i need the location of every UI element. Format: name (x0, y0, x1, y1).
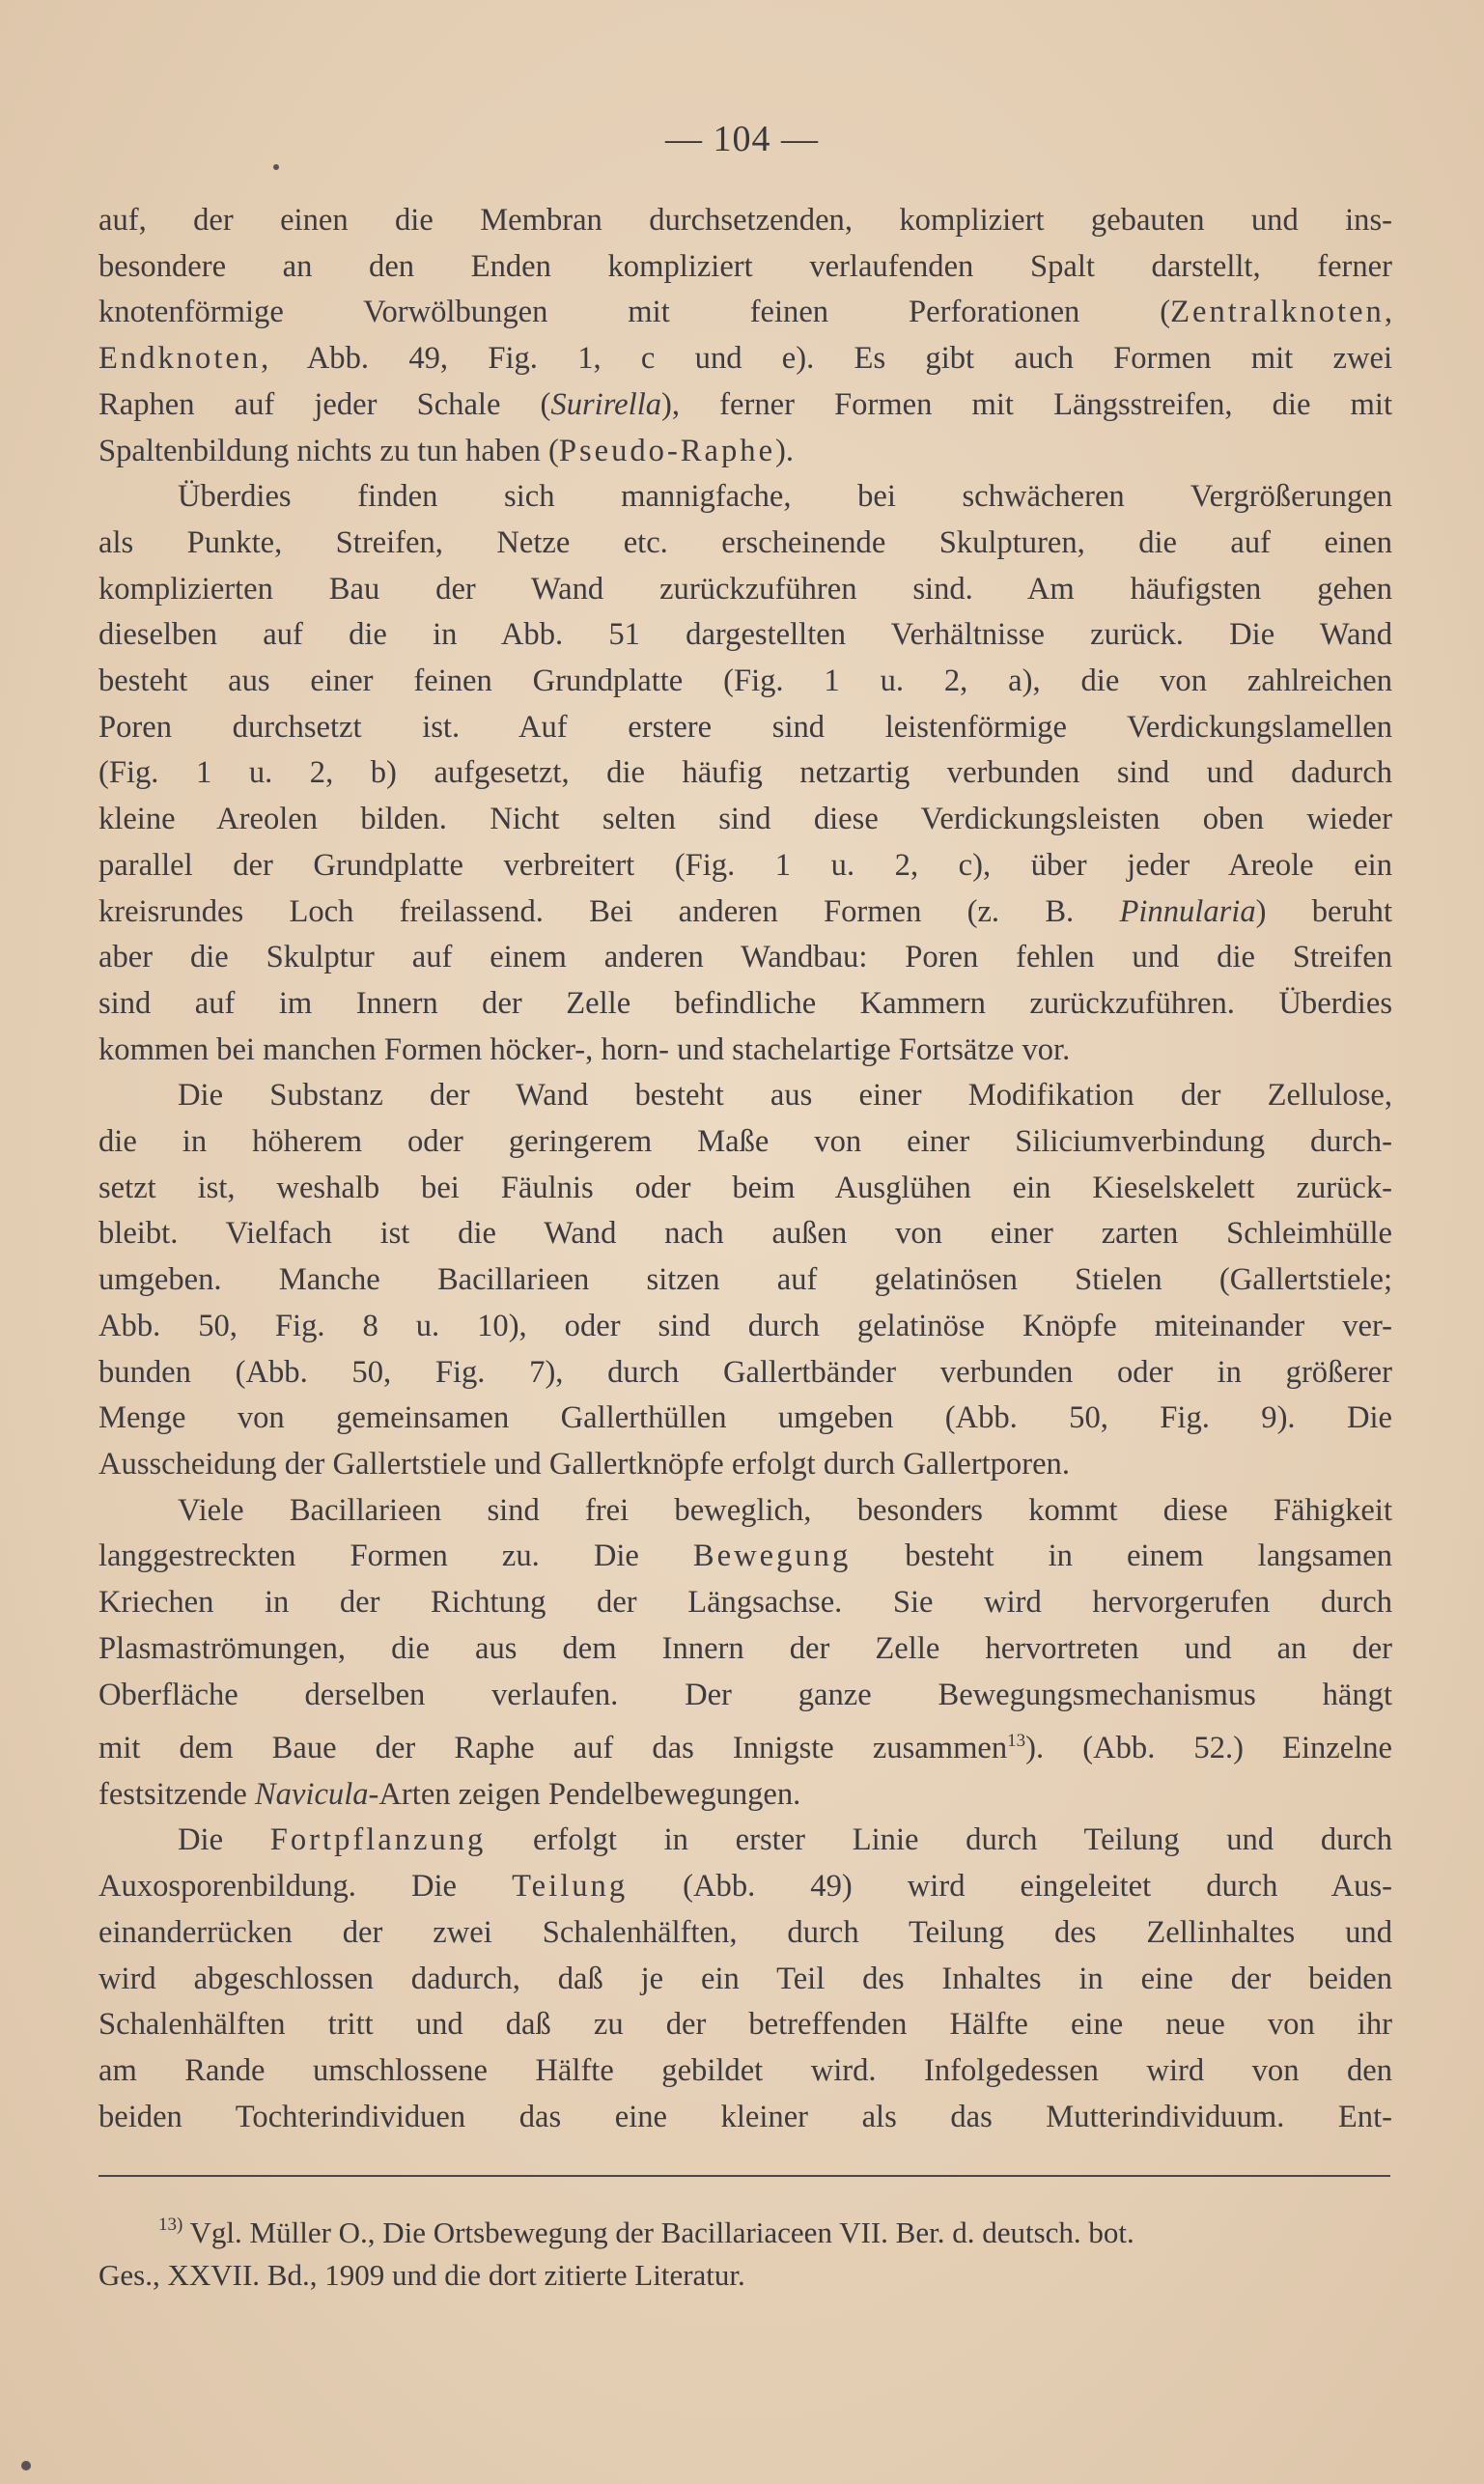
text-line: besteht aus einer feinen Grundplatte (Fig. 1 u. 2, a), die von zahlreichen (98, 663, 1392, 699)
text-line: die in höherem oder geringerem Maße von einer Siliciumverbindung durch- (98, 1124, 1392, 1160)
text-line: einanderrücken der zwei Schalenhälften, durch Teilung des Zellinhaltes und (98, 1914, 1392, 1950)
body-text (98, 198, 1392, 2140)
text-line: Plasmaströmungen, die aus dem Innern der Zelle hervortreten und an der (98, 1630, 1392, 1666)
text-line: (Fig. 1 u. 2, b) aufgesetzt, die häufig netzartig verbunden sind und dadurch (98, 755, 1392, 791)
text-line: als Punkte, Streifen, Netze etc. erscheinende Skulpturen, die auf einen (98, 524, 1392, 560)
text-line: Abb. 50, Fig. 8 u. 10), oder sind durch gelatinöse Knöpfe miteinander ver- (98, 1308, 1392, 1343)
text-line: Menge von gemeinsamen Gallerthüllen umgeben (Abb. 50, Fig. 9). Die (98, 1400, 1392, 1436)
page-number: — 104 — (665, 119, 819, 159)
text-line: am Rande umschlossene Hälfte gebildet wird. Infolgedessen wird von den (98, 2052, 1392, 2088)
text-line: setzt ist, weshalb bei Fäulnis oder beim Ausglühen ein Kieselskelett zurück- (98, 1170, 1392, 1205)
print-speck (273, 164, 279, 170)
text-line: wird abgeschlossen dadurch, daß je ein Teil des Inhaltes in eine der beiden (98, 1961, 1392, 1996)
text-line: parallel der Grundplatte verbreitert (Fig. 1 u. 2, c), über jeder Areole ein (98, 847, 1392, 883)
footnote (98, 2204, 1392, 2297)
text-line: aber die Skulptur auf einem anderen Wandbau: Poren fehlen und die Streifen (98, 940, 1392, 975)
text-line: auf, der einen die Membran durchsetzenden, kompliziert gebauten und ins- (98, 203, 1392, 238)
text-line: festsitzende Navicula-Arten zeigen Pendelbewegungen. (98, 1776, 801, 1812)
paragraph-start-line: Überdies finden sich mannigfache, bei schwächeren Vergrößerungen (178, 479, 1392, 515)
footnote-line-1 (98, 2204, 1392, 2254)
text-line: Poren durchsetzt ist. Auf erstere sind leistenförmige Verdickungslamellen (98, 709, 1392, 745)
text-line: besondere an den Enden kompliziert verlaufenden Spalt darstellt, ferner (98, 248, 1392, 284)
print-speck (21, 2461, 31, 2470)
text-line: dieselben auf die in Abb. 51 dargestellten Verhältnisse zurück. Die Wand (98, 617, 1392, 653)
text-line: bleibt. Vielfach ist die Wand nach außen von einer zarten Schleimhülle (98, 1216, 1392, 1252)
text-line: bunden (Abb. 50, Fig. 7), durch Gallertbänder verbunden oder in größerer (98, 1354, 1392, 1390)
text-line: kreisrundes Loch freilassend. Bei anderen Formen (z. B. Pinnularia) beruht (98, 893, 1392, 929)
footnote-line-2: Ges., XXVII. Bd., 1909 und die dort zitierte Literatur. (98, 2258, 745, 2292)
text-line: kommen bei manchen Formen höcker-, horn- und stachelartige Fortsätze vor. (98, 1031, 1071, 1067)
text-line: Oberfläche derselben verlaufen. Der ganze Bewegungsmechanismus hängt (98, 1677, 1392, 1712)
footnote-marker: 13) (158, 2215, 183, 2235)
text-line: Spaltenbildung nichts zu tun haben (Pseudo-Raphe). (98, 433, 795, 468)
text-line: sind auf im Innern der Zelle befindliche Kammern zurückzuführen. Überdies (98, 985, 1392, 1021)
footnote-divider (98, 2175, 1390, 2177)
text-line: kleine Areolen bilden. Nicht selten sind diese Verdickungsleisten oben wieder (98, 802, 1392, 837)
text-line: Schalenhälften tritt und daß zu der betreffenden Hälfte eine neue von ihr (98, 2007, 1392, 2043)
text-line: Auxosporenbildung. Die Teilung (Abb. 49) wird eingeleitet durch Aus- (98, 1869, 1392, 1905)
paragraph-start-line: Die Fortpflanzung erfolgt in erster Linie durch Teilung und durch (178, 1822, 1393, 1858)
paragraph-start-line: Viele Bacillarieen sind frei beweglich, besonders kommt diese Fähigkeit (178, 1492, 1392, 1528)
text-line: Raphen auf jeder Schale (Surirella), ferner Formen mit Längsstreifen, die mit (98, 386, 1392, 422)
text-line: langgestreckten Formen zu. Die Bewegung besteht in einem langsamen (98, 1538, 1392, 1574)
text-line: Ausscheidung der Gallertstiele und Gallertknöpfe erfolgt durch Gallertporen. (98, 1446, 1070, 1482)
text-line: Endknoten, Abb. 49, Fig. 1, c und e). Es gibt auch Formen mit zwei (98, 341, 1392, 377)
text-line: umgeben. Manche Bacillarieen sitzen auf gelatinösen Stielen (Gallertstiele; (98, 1262, 1392, 1298)
text-line: Kriechen in der Richtung der Längsachse. Sie wird hervorgerufen durch (98, 1585, 1392, 1621)
text-line: beiden Tochterindividuen das eine kleiner als das Mutterindividuum. Ent- (98, 2099, 1392, 2134)
text-line: komplizierten Bau der Wand zurückzuführen sind. Am häufigsten gehen (98, 571, 1392, 607)
footnote-text: Vgl. Müller O., Die Ortsbewegung der Bacillariaceen VII. Ber. d. deutsch. bot. (189, 2216, 1134, 2249)
text-line: knotenförmige Vorwölbungen mit feinen Perforationen (Zentralknoten, (98, 295, 1392, 330)
paragraph-start-line: Die Substanz der Wand besteht aus einer Modifikation der Zellulose, (178, 1078, 1392, 1114)
text-line: mit dem Baue der Raphe auf das Innigste zusammen$^{13}$). (Abb. 52.) Einzelne (98, 1731, 1393, 1766)
